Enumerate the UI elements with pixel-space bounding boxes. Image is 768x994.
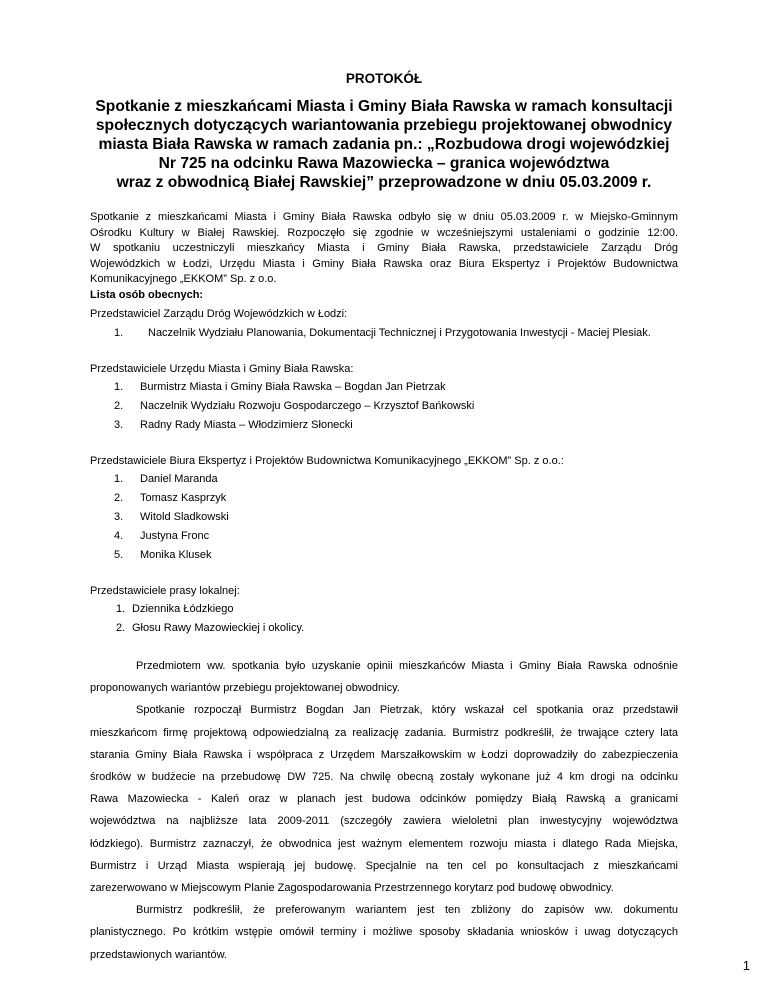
group-label-urzad: Przedstawiciele Urzędu Miasta i Gminy Biała Rawska: bbox=[90, 363, 354, 375]
attendees-heading: Lista osób obecnych: bbox=[90, 289, 204, 301]
list-text: Naczelnik Wydziału Rozwoju Gospodarczego – Krzysztof Bańkowski bbox=[140, 400, 475, 412]
page-number: 1 bbox=[742, 958, 750, 973]
document-title bbox=[90, 97, 678, 192]
list-number: 2. bbox=[116, 622, 126, 634]
title-line: społecznych dotyczących wariantowania przebiegu projektowanej obwodnicy bbox=[95, 117, 673, 134]
body-line: województwa na najbliższe lata 2009-2011 (szczegóły zawiera wieloletni plan inwestycyjny województwa bbox=[90, 815, 678, 828]
intro-line: Ośrodku Kultury w Białej Rawskiej. Rozpoczęło się zgodnie w wcześniejszymi ustaleniami o godzinie 12:00. bbox=[90, 226, 678, 239]
body-line: Przedmiotem ww. spotkania było uzyskanie opinii mieszkańców Miasta i Gminy Biała Rawska odnośnie bbox=[136, 660, 678, 672]
body-line: łódzkiego). Burmistrz zaznaczył, że obwodnica jest ważnym elementem rozwoju miasta i dlatego Rada Miejska, bbox=[90, 837, 678, 850]
body-line: Burmistrz i Urząd Miasta wspierają jej budowę. Specjalnie na ten cel po konsultacjach z mieszkańcami bbox=[90, 859, 678, 872]
title-line: miasta Biała Rawska w ramach zadania pn.: „Rozbudowa drogi wojewódzkiej bbox=[98, 136, 670, 153]
intro-line: W spotkaniu uczestniczyli mieszkańcy Miasta i Gminy Biała Rawska, przedstawiciele Zarządu Dróg bbox=[90, 242, 678, 254]
title-line: wraz z obwodnicą Białej Rawskiej” przeprowadzone w dniu 05.03.2009 r. bbox=[116, 174, 652, 191]
list-text: Monika Klusek bbox=[140, 549, 212, 561]
intro-line: Wojewódzkich w Łodzi, Urzędu Miasta i Gminy Biała Rawska oraz Biura Ekspertyz i Projektów Budownictwa bbox=[90, 257, 678, 270]
list-number: 3. bbox=[114, 419, 124, 431]
group-label-zdw: Przedstawiciel Zarządu Dróg Wojewódzkich w Łodzi: bbox=[90, 308, 348, 320]
list-text: Tomasz Kasprzyk bbox=[140, 492, 227, 504]
list-text: Naczelnik Wydziału Planowania, Dokumentacji Technicznej i Przygotowania Inwestycji - Maciej Plesiak. bbox=[148, 327, 651, 339]
intro-line: Komunikacyjnego „EKKOM” Sp. z o.o. bbox=[90, 273, 277, 285]
list-text: Justyna Fronc bbox=[140, 530, 210, 542]
group-label-ekkom: Przedstawiciele Biura Ekspertyz i Projektów Budownictwa Komunikacyjnego „EKKOM” Sp. z o.o.: bbox=[90, 455, 564, 467]
title-line: Spotkanie z mieszkańcami Miasta i Gminy Biała Rawska w ramach konsultacji bbox=[95, 98, 673, 115]
list-text: Burmistrz Miasta i Gminy Biała Rawska – Bogdan Jan Pietrzak bbox=[140, 381, 446, 393]
body-text bbox=[90, 655, 678, 966]
body-line: mieszkańcom firmę projektową odpowiedzialną za realizację zadania. Burmistrz podkreślił, że trwające cztery lata bbox=[90, 726, 678, 739]
list-number: 1. bbox=[114, 327, 124, 339]
list-text: Głosu Rawy Mazowieckiej i okolicy. bbox=[132, 622, 305, 634]
list-number: 1. bbox=[116, 603, 126, 615]
body-line: Burmistrz podkreślił, że preferowanym wariantem jest ten zbliżony do zapisów ww. dokumentu bbox=[136, 904, 678, 917]
title-line: Nr 725 na odcinku Rawa Mazowiecka – granica województwa bbox=[158, 155, 610, 172]
body-line: Spotkanie rozpoczął Burmistrz Bogdan Jan Pietrzak, który wskazał cel spotkania oraz przedstawił bbox=[136, 704, 678, 717]
body-line: przedstawionych wariantów. bbox=[90, 948, 227, 961]
list-text: Dziennika Łódzkiego bbox=[132, 603, 234, 615]
list-number: 1. bbox=[114, 473, 124, 485]
list-number: 5. bbox=[114, 549, 124, 561]
list-number: 1. bbox=[114, 381, 124, 393]
list-number: 2. bbox=[114, 400, 124, 412]
body-line: zarezerwowano w Miejscowym Planie Zagospodarowania Przestrzennego korytarz pod budowę obwodnicy. bbox=[90, 882, 614, 895]
group-label-prasa: Przedstawiciele prasy lokalnej: bbox=[90, 585, 240, 597]
list-number: 3. bbox=[114, 511, 124, 523]
list-text: Radny Rady Miasta – Włodzimierz Słonecki bbox=[140, 419, 353, 431]
list-number: 4. bbox=[114, 530, 124, 542]
body-line: starania Gminy Biała Rawska i współpraca z Urzędem Marszałkowskim w Łodzi doprowadziły do zabezpieczenia bbox=[90, 748, 678, 761]
list-text: Witold Sladkowski bbox=[140, 511, 229, 523]
list-number: 2. bbox=[114, 492, 124, 504]
body-line: proponowanych wariantów przebiegu projektowanej obwodnicy. bbox=[90, 682, 400, 695]
intro-line: Spotkanie z mieszkańcami Miasta i Gminy Biała Rawska odbyło się w dniu 05.03.2009 r. w Miejsko-Gminnym bbox=[90, 211, 678, 223]
body-line: planistycznego. Po krótkim wstępie omówił terminy i możliwe sposoby składania wniosków i uwag dotyczących bbox=[90, 926, 678, 939]
list-text: Daniel Maranda bbox=[140, 473, 218, 485]
intro-paragraph bbox=[90, 210, 678, 288]
document-label: PROTOKÓŁ bbox=[345, 71, 423, 86]
body-line: środków w budżecie na przebudowę DW 725. Na chwilę obecną zostały wykonane już 4 km drogi na odcinku bbox=[90, 771, 678, 784]
body-line: Rawa Mazowiecka - Kaleń oraz w planach jest budowa odcinków pomiędzy Białą Rawską a granicami bbox=[90, 793, 678, 806]
